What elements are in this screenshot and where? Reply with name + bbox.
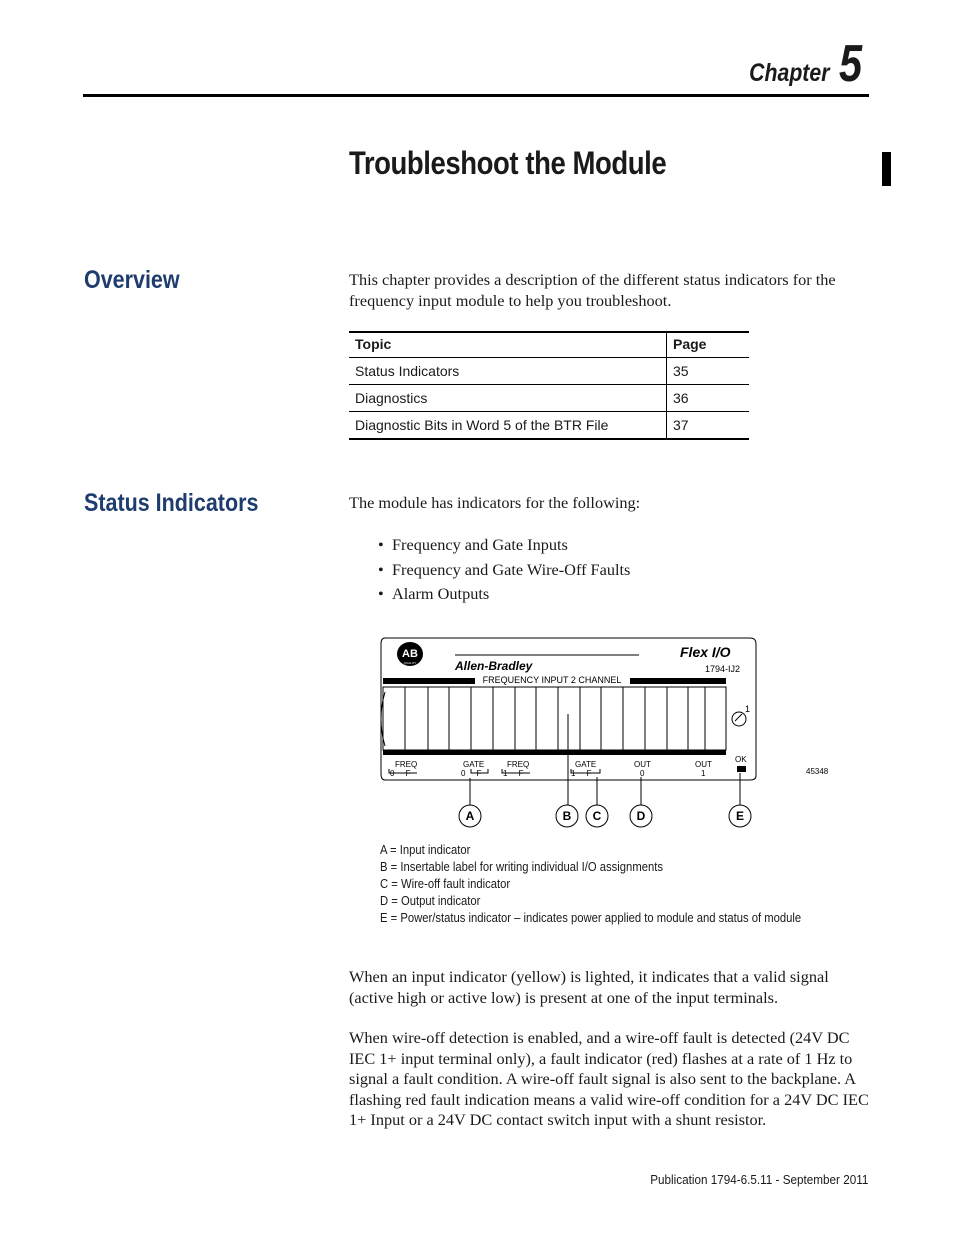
table-cell-topic: Diagnostics <box>349 385 667 412</box>
chapter-edge-tab <box>882 152 891 186</box>
table-header-page: Page <box>667 331 750 358</box>
table-cell-topic: Status Indicators <box>349 358 667 385</box>
publication-footer: Publication 1794-6.5.11 - September 2011 <box>649 1172 868 1187</box>
indicator-label-gate1: GATE <box>575 760 597 769</box>
table-cell-page: 36 <box>667 385 750 412</box>
overview-intro: This chapter provides a description of the different status indicators for the frequency input module to help you troubleshoot. <box>349 270 836 310</box>
logo-subtext: QUALITY <box>403 661 417 665</box>
table-cell-page: 37 <box>667 412 750 440</box>
list-item: • Alarm Outputs <box>378 582 630 607</box>
table-row <box>349 385 749 412</box>
legend-item: D = Output indicator <box>380 894 481 908</box>
ok-label: OK <box>735 755 747 764</box>
overview-heading: Overview <box>84 266 180 294</box>
table-cell-topic: Diagnostic Bits in Word 5 of the BTR File <box>349 412 667 440</box>
indicator-label-freq0: FREQ <box>395 760 418 769</box>
bottom-band <box>383 750 726 755</box>
indicator-sublabel-out0: 0 <box>640 769 645 778</box>
catalog-number: 1794-IJ2 <box>705 664 741 674</box>
ok-indicator <box>737 766 746 772</box>
table-row <box>349 412 749 440</box>
page-title: Troubleshoot the Module <box>349 145 667 181</box>
status-intro: The module has indicators for the following: <box>349 493 641 512</box>
legend-item: C = Wire-off fault indicator <box>380 877 511 891</box>
list-item: • Frequency and Gate Inputs <box>378 533 630 558</box>
callout-e-label: E <box>735 809 745 823</box>
indicator-sublabel-out1: 1 <box>701 769 706 778</box>
table-row <box>349 358 749 385</box>
legend-item: E = Power/status indicator – indicates power applied to module and status of module <box>380 911 802 925</box>
terminal-number: 1 <box>745 704 751 714</box>
figure-legend <box>380 842 801 927</box>
module-diagram <box>375 634 835 834</box>
input-indicator-paragraph: When an input indicator (yellow) is lighted, it indicates that a valid signal (active high or active low) is present at one of the input terminals. <box>349 967 829 1007</box>
indicator-bullet-list <box>378 533 630 607</box>
wire-off-paragraph: When wire-off detection is enabled, and a wire-off fault is detected (24V DC IEC 1+ input terminal only), a fault indicator (red) flashes at a rate of 1 Hz to signal a fault condition. A wire-off fault signal is also sent to the backplane. A flashing red fault indication means a valid wire-off condition for a 24V DC IEC 1+ Input or a 24V DC contact switch input with a shunt resistor. <box>349 1028 869 1129</box>
indicator-label-freq1: FREQ <box>507 760 530 769</box>
indicator-label-out0: OUT <box>634 760 651 769</box>
topic-table <box>349 331 749 440</box>
table-header-topic: Topic <box>349 331 667 358</box>
callout-d-label: D <box>636 809 646 823</box>
module-subtitle: FREQUENCY INPUT 2 CHANNEL <box>482 675 622 685</box>
allen-bradley-logo <box>397 642 423 666</box>
indicator-label-out1: OUT <box>695 760 712 769</box>
logo-text: AB <box>402 648 418 660</box>
indicator-sublabel-gate1: 1 F <box>571 769 592 778</box>
callout-c-label: C <box>592 809 602 823</box>
table-cell-page: 35 <box>667 358 750 385</box>
chapter-header <box>735 34 868 94</box>
chapter-number: 5 <box>839 35 863 93</box>
callout-a-label: A <box>465 809 475 823</box>
indicator-sublabel-freq0: 0 F <box>390 769 411 778</box>
list-item: • Frequency and Gate Wire-Off Faults <box>378 558 630 583</box>
table-header-row <box>349 331 749 358</box>
brand-name: Allen-Bradley <box>455 659 533 673</box>
figure-number: 45348 <box>806 767 829 776</box>
chapter-rule <box>83 94 869 97</box>
indicator-sublabel-freq1: 1 F <box>503 769 524 778</box>
callout-b-label: B <box>562 809 572 823</box>
indicator-sublabel-gate0: 0 F <box>461 769 482 778</box>
indicator-label-gate0: GATE <box>463 760 485 769</box>
flex-io-logo: Flex I/O <box>680 644 731 660</box>
legend-item: B = Insertable label for writing individual I/O assignments <box>380 860 663 874</box>
chapter-label: Chapter <box>748 59 830 87</box>
status-indicators-heading: Status Indicators <box>84 489 259 517</box>
legend-item: A = Input indicator <box>380 843 471 857</box>
